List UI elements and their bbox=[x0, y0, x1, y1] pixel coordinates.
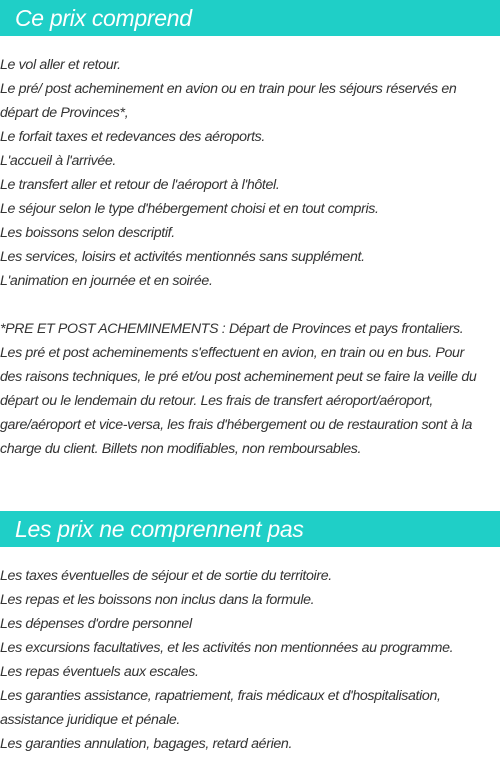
excludes-title: Les prix ne comprennent pas bbox=[15, 516, 304, 542]
list-item: Les services, loisirs et activités mentionnés sans supplément. bbox=[0, 249, 365, 265]
list-item: Les boissons selon descriptif. bbox=[0, 225, 175, 241]
list-item: Les garanties annulation, bagages, retard aérien. bbox=[0, 736, 293, 752]
includes-title: Ce prix comprend bbox=[15, 5, 192, 31]
list-item: départ de Provinces*, bbox=[0, 105, 129, 121]
list-item: Le séjour selon le type d'hébergement choisi et en tout compris. bbox=[0, 201, 379, 217]
note-line: départ ou le lendemain du retour. Les frais de transfert aéroport/aéroport, bbox=[0, 393, 434, 409]
list-item: L'accueil à l'arrivée. bbox=[0, 153, 117, 169]
list-item: Les excursions facultatives, et les activités non mentionnées au programme. bbox=[0, 640, 454, 656]
list-item: Les taxes éventuelles de séjour et de sortie du territoire. bbox=[0, 568, 332, 584]
list-item: Le transfert aller et retour de l'aéroport à l'hôtel. bbox=[0, 177, 280, 193]
list-item: Les dépenses d'ordre personnel bbox=[0, 616, 192, 632]
note-line: charge du client. Billets non modifiables, non remboursables. bbox=[0, 441, 362, 457]
list-item: Le forfait taxes et redevances des aéroports. bbox=[0, 129, 266, 145]
list-item: Les repas et les boissons non inclus dans la formule. bbox=[0, 592, 315, 608]
acheminement-note bbox=[0, 317, 500, 461]
excludes-list bbox=[0, 564, 500, 756]
list-item: Le vol aller et retour. bbox=[0, 57, 121, 73]
list-item: Les garanties assistance, rapatriement, frais médicaux et d'hospitalisation, bbox=[0, 688, 441, 704]
list-item: assistance juridique et pénale. bbox=[0, 712, 181, 728]
list-item: Le pré/ post acheminement en avion ou en train pour les séjours réservés en bbox=[0, 81, 457, 97]
note-line: gare/aéroport et vice-versa, les frais d'hébergement ou de restauration sont à la bbox=[0, 417, 472, 433]
note-line: des raisons techniques, le pré et/ou post acheminement peut se faire la veille du bbox=[0, 369, 477, 385]
note-line: Les pré et post acheminements s'effectuent en avion, en train ou en bus. Pour bbox=[0, 345, 464, 361]
list-item: L'animation en journée et en soirée. bbox=[0, 273, 213, 289]
list-item: Les repas éventuels aux escales. bbox=[0, 664, 199, 680]
includes-list bbox=[0, 53, 500, 293]
excludes-header bbox=[0, 511, 500, 547]
note-line: *PRE ET POST ACHEMINEMENTS : Départ de Provinces et pays frontaliers. bbox=[0, 321, 464, 337]
includes-header bbox=[0, 0, 500, 36]
